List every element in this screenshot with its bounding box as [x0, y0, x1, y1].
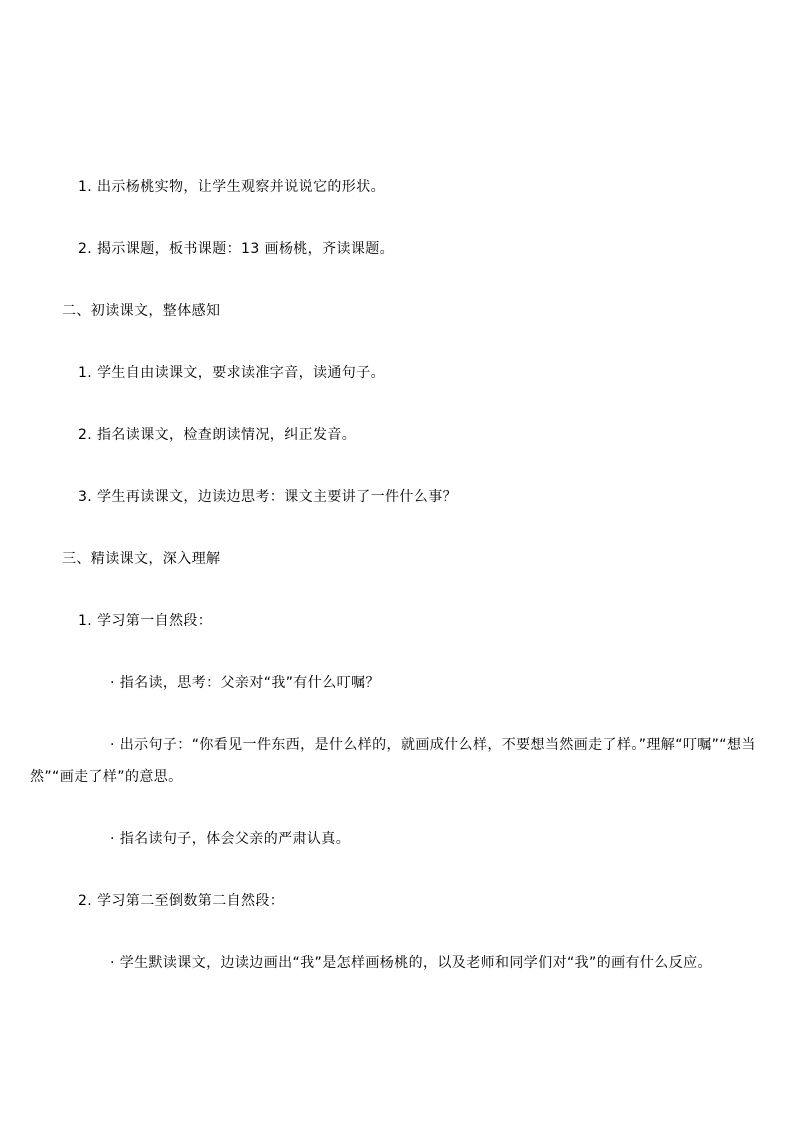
bullet-item: · 指名读句子，体会父亲的严肃认真。 — [110, 831, 351, 847]
list-item: 2. 指名读课文，检查朗读情况，纠正发音。 — [78, 427, 357, 443]
list-item: 1. 学生自由读课文，要求读准字音，读通句子。 — [78, 365, 386, 381]
bullet-paragraph: · 出示句子：“你看见一件东西，是什么样的，就画成什么样，不要想当然画走了样。”理解“叮嘱”“想当然”“画走了样”的意思。 — [30, 737, 756, 785]
bullet-paragraph: · 学生默读课文，边读边画出“我”是怎样画杨桃的，以及老师和同学们对“我”的画有什么反应。 — [110, 955, 712, 971]
list-item: 1. 出示杨桃实物，让学生观察并说说它的形状。 — [78, 179, 386, 195]
section-heading: 二、初读课文，整体感知 — [62, 303, 221, 319]
list-item: 1. 学习第一自然段： — [78, 613, 213, 629]
bullet-item: · 指名读，思考：父亲对“我”有什么叮嘱？ — [110, 675, 380, 691]
list-item: 3. 学生再读课文，边读边思考：课文主要讲了一件什么事？ — [78, 489, 458, 505]
list-item: 2. 揭示课题，板书课题：13 画杨桃，齐读课题。 — [78, 241, 395, 257]
list-item: 2. 学习第二至倒数第二自然段： — [78, 893, 285, 909]
section-heading: 三、精读课文，深入理解 — [62, 551, 221, 567]
